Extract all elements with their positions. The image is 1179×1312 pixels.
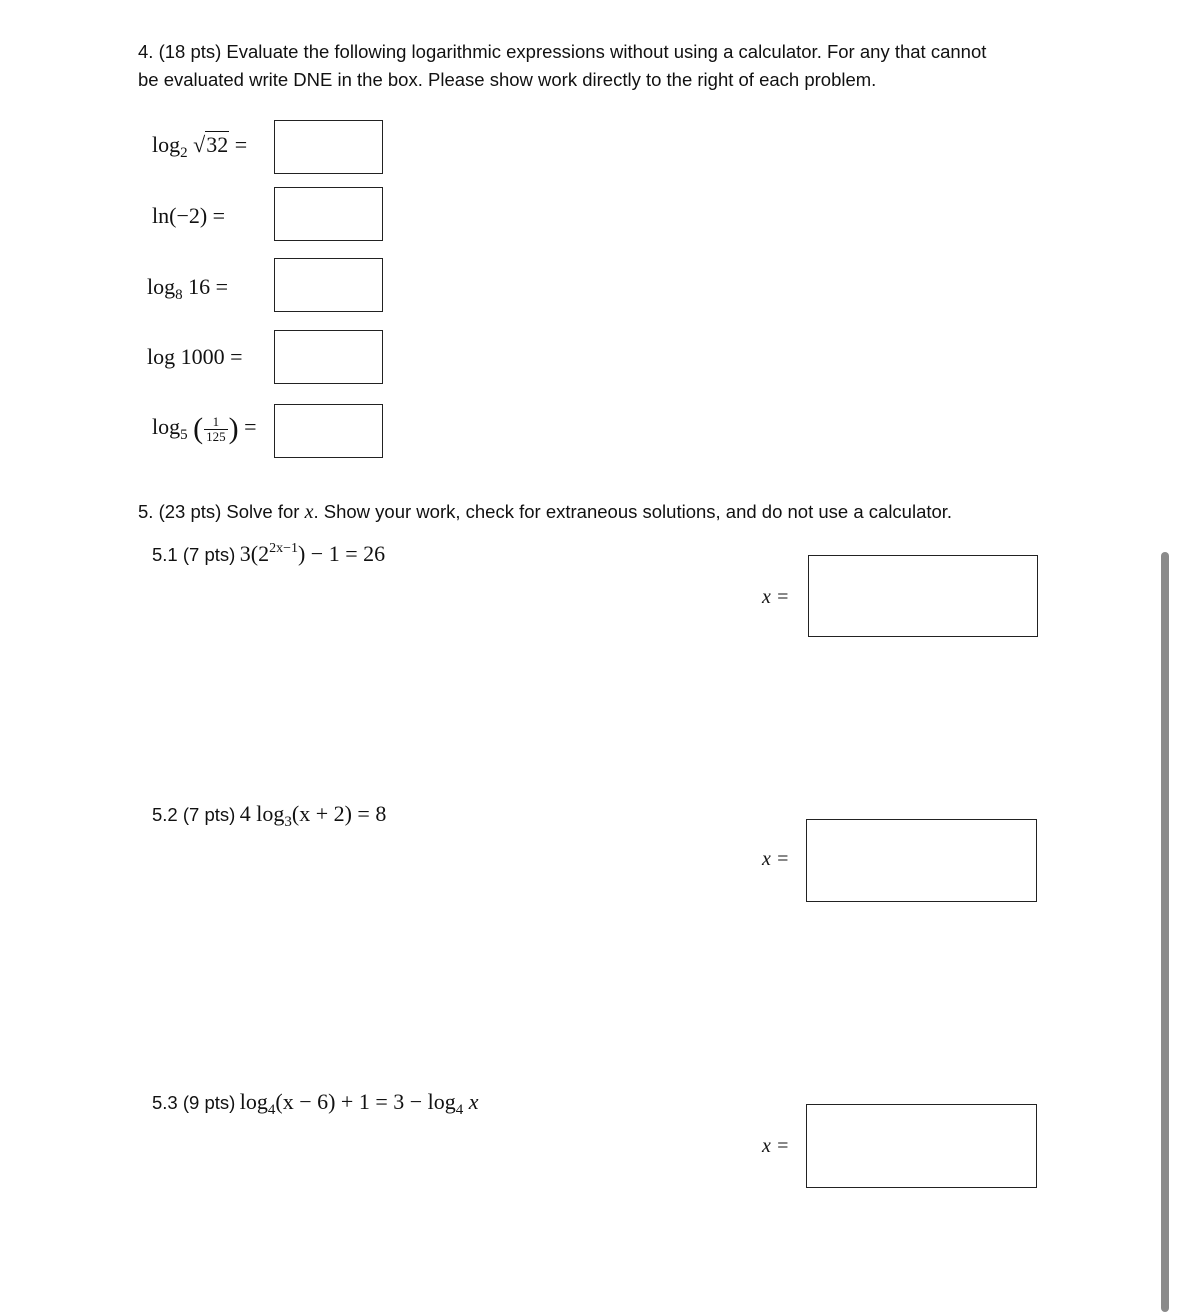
expr-log8-16: $\log_8 16$ = — [147, 274, 229, 303]
answer-box-1[interactable] — [274, 120, 383, 174]
sqrt-symbol: √32 — [193, 132, 229, 157]
expr-log5-frac: $\log_5$ ( $\frac{1}{125}$ ) = — [152, 412, 257, 445]
q5-2: 5.2 (7 pts) 4 $\log_3(x + 2) = 8$ — [152, 801, 387, 830]
q5-1: 5.1 (7 pts) $3(2^{2x-1}) - 1 = 26$ — [152, 541, 386, 566]
answer-label-5-3: x = — [762, 1135, 790, 1157]
q4-header — [138, 38, 986, 94]
expr-ln-neg2: ln(−2) = — [152, 203, 226, 228]
q4-line2: be evaluated write DNE in the box. Please show work directly to the right of each problem. — [138, 69, 877, 90]
answer-box-2[interactable] — [274, 187, 383, 241]
answer-box-5-2[interactable] — [806, 819, 1037, 902]
q4-line1: 4. (18 pts) Evaluate the following logarithmic expressions without using a calculator. For any that cannot — [138, 41, 987, 62]
expr-log-1000: log 1000 = — [147, 344, 243, 369]
q5-3: 5.3 (9 pts) $\log_4(x - 6) + 1 = 3 - \log_4 x$ — [152, 1089, 479, 1118]
vertical-scrollbar[interactable] — [1161, 552, 1169, 1312]
answer-box-5[interactable] — [274, 404, 383, 458]
expr-log2-sqrt32: $\log_2 √32$ = — [152, 132, 248, 161]
answer-label-5-2: x = — [762, 848, 790, 870]
fraction: $\frac{1}{125}$ — [206, 413, 226, 444]
answer-box-3[interactable] — [274, 258, 383, 312]
answer-box-5-1[interactable] — [808, 555, 1038, 637]
answer-label-5-1: x = — [762, 586, 790, 608]
answer-box-5-3[interactable] — [806, 1104, 1037, 1188]
q5-header: 5. (23 pts) Solve for x. Show your work, check for extraneous solutions, and do not use a calculator. — [138, 501, 953, 523]
answer-box-4[interactable] — [274, 330, 383, 384]
